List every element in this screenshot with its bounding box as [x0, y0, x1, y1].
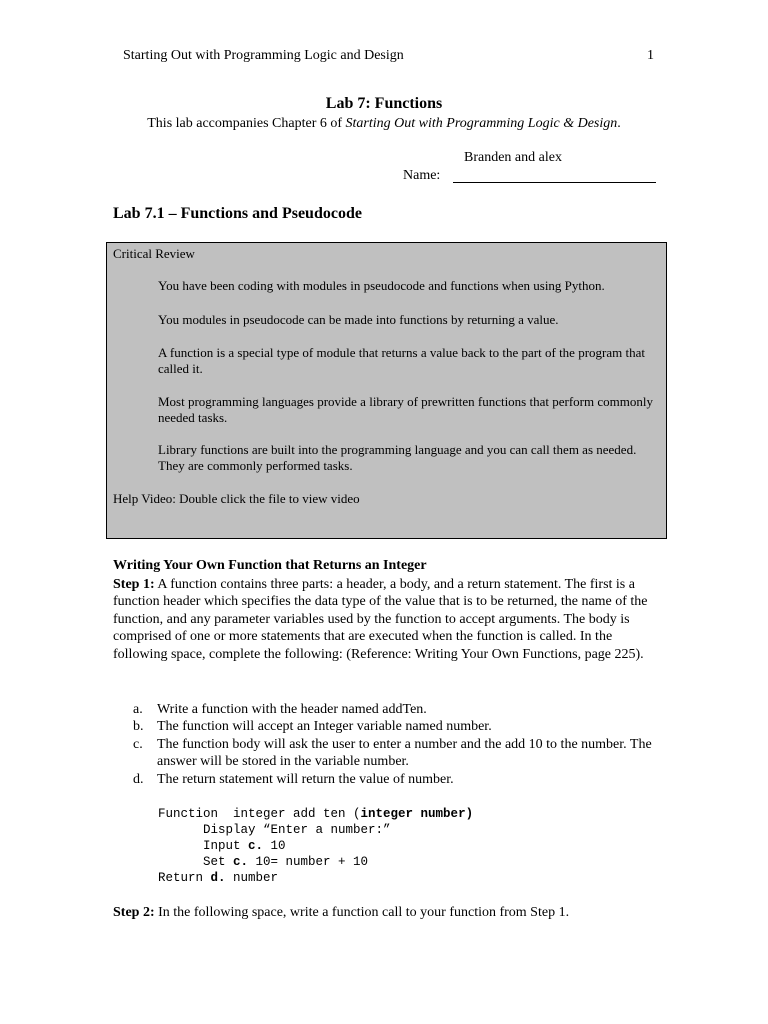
review-item: You modules in pseudocode can be made into functions by returning a value.: [158, 312, 559, 327]
subtitle-prefix: This lab accompanies Chapter 6 of: [147, 116, 346, 131]
list-text: The function body will ask the user to enter a number and the add 10 to the number. The answer will be stored in the variable number.: [157, 736, 652, 770]
step2-text: In the following space, write a function call to your function from Step 1.: [154, 905, 570, 920]
critical-review-title: Critical Review: [113, 246, 195, 261]
code-line: Input c. 10: [158, 839, 286, 853]
step1-label: Step 1:: [113, 577, 155, 592]
code-line: Return d. number: [158, 871, 279, 885]
list-text: The function will accept an Integer variable named number.: [157, 719, 492, 735]
code-line: Display “Enter a number:”: [158, 823, 391, 837]
subtitle-suffix: .: [617, 116, 621, 131]
list-marker: a.: [133, 702, 143, 717]
lab-title: Lab 7: Functions: [325, 95, 443, 112]
step2-paragraph: [113, 905, 569, 921]
pseudocode-block: [158, 806, 473, 886]
review-item: You have been coding with modules in pseudocode and functions when using Python.: [158, 278, 605, 293]
step1-paragraph: [113, 576, 653, 663]
writing-heading: Writing Your Own Function that Returns an Integer: [113, 558, 427, 573]
critical-review-box: [106, 242, 667, 539]
list-marker: c.: [133, 736, 143, 752]
student-names: Branden and alex: [464, 150, 562, 165]
review-item: Library functions are built into the programming language and you can call them as needed. They are commonly performed tasks.: [158, 442, 637, 473]
running-header-title: Starting Out with Programming Logic and Design: [123, 48, 404, 63]
lab-subtitle: [0, 116, 768, 132]
subtitle-book: Starting Out with Programming Logic & Design: [345, 116, 618, 131]
help-video-text: Help Video: Double click the file to view video: [113, 491, 360, 506]
step2-label: Step 2:: [113, 905, 155, 920]
name-label: Name:: [403, 168, 441, 183]
list-item: [133, 701, 653, 718]
name-blank-line: [453, 182, 656, 183]
page-number: 1: [647, 48, 654, 63]
list-marker: d.: [133, 771, 144, 787]
list-item: [133, 771, 653, 788]
list-item: [133, 718, 653, 735]
list-text: Write a function with the header named addTen.: [157, 702, 427, 717]
review-item: A function is a special type of module that returns a value back to the part of the program that called it.: [158, 345, 645, 376]
step1-text: A function contains three parts: a header, a body, and a return statement. The first is a function header which specifies the data type of the value that is to be returned, the name of the function, and any parameter variables used by the function to accept arguments. The body is comprised of one or more statements that are executed when the function is called. In the following space, complete the following: (Reference: Writing Your Own Functions, page 225).: [113, 577, 648, 662]
list-marker: b.: [133, 719, 144, 735]
list-item: [133, 736, 653, 771]
section-heading: Lab 7.1 – Functions and Pseudocode: [113, 205, 362, 222]
code-line: Set c. 10= number + 10: [158, 855, 369, 869]
instruction-list: [133, 701, 653, 788]
code-line: Function integer add ten (integer number): [158, 807, 474, 821]
review-item: Most programming languages provide a library of prewritten functions that perform commonly needed tasks.: [158, 394, 653, 425]
list-text: The return statement will return the value of number.: [157, 771, 454, 787]
